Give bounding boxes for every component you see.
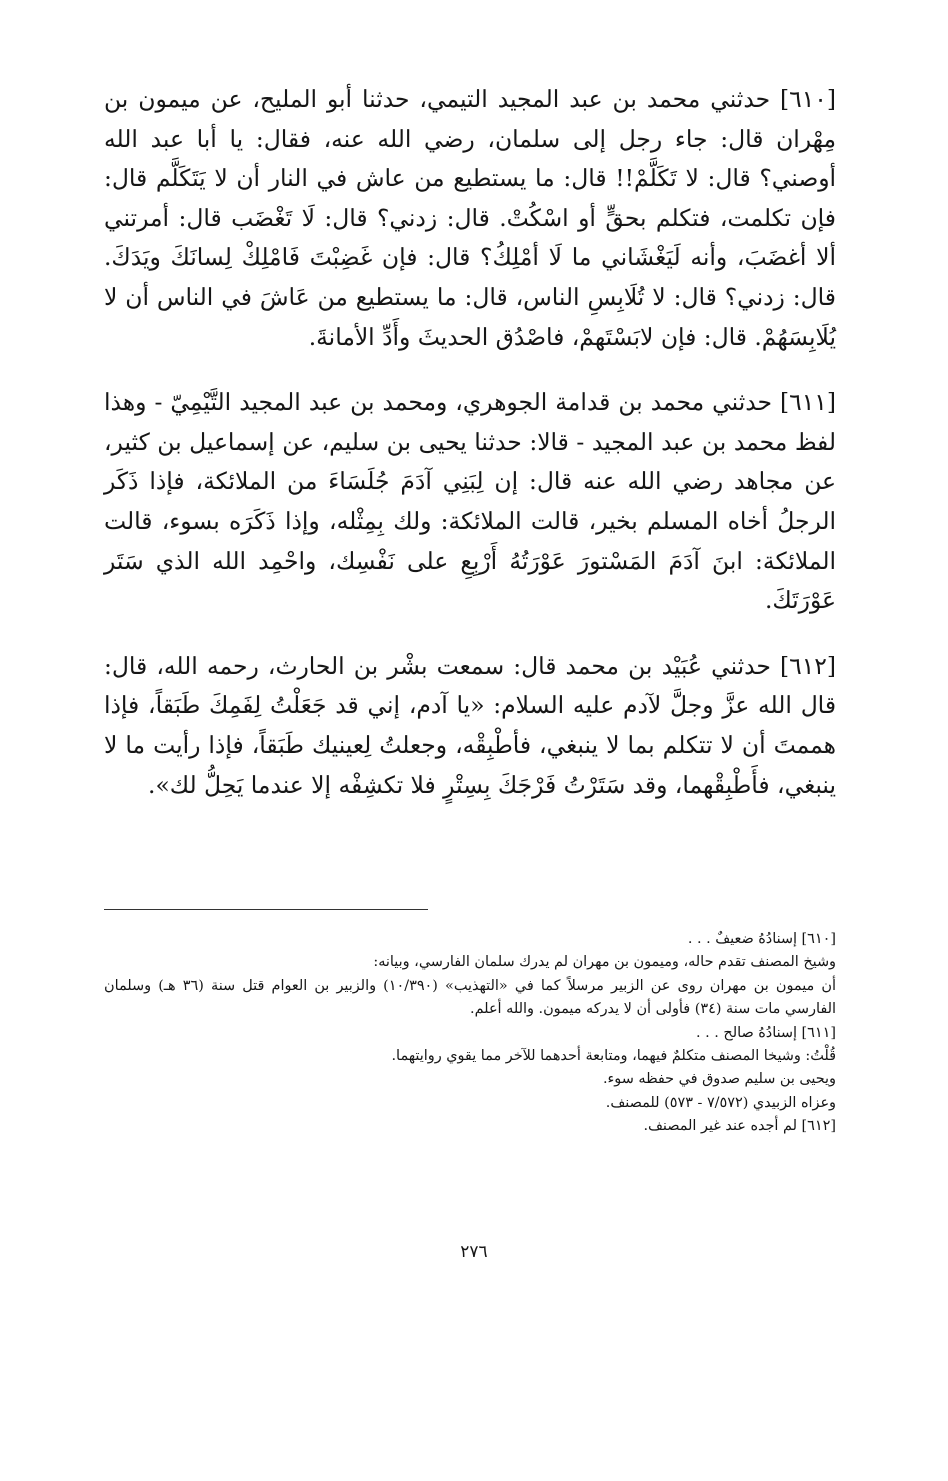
page-number: ٢٧٦ [460, 1242, 488, 1262]
footnote-line: ويحيى بن سليم صدوق في حفظه سوء. [602, 1071, 836, 1088]
hadith-entry-610: [٦١٠] حدثني محمد بن عبد المجيد التيمي، حدثنا أبو المليح، عن ميمون بن مِهْران قال: جاء رجل إلى سلمان، رضي الله عنه، فقال: يا أبا عبد الله أوصني؟ قال: لا تَكَلَّمْ!! قال: ما يستطيع من عاش في النار أن لا يَتَكَلَّم قال: فإن تكلمت، فتكلم بحقٍّ أو اسْكُتْ. قال: زدني؟ قال: لَا تَغْضَب قال: أمرتني ألا أغضَبَ، وأنه لَيَغْشَاني ما لَا أمْلِكُ؟ قال: فإن غَضِبْتَ فَامْلِكْ لِسانَكَ ويَدَكَ. قال: زدني؟ قال: لا تُلَابِسِ الناس، قال: ما يستطيع من عَاشَ في الناس أن لا يُلَابِسَهُمْ. قال: فإن لابَسْتَهمْ، فاصْدُق الحديثَ وأَدِّ الأمانةَ. [104, 85, 836, 351]
hadith-entry-612: [٦١٢] حدثني عُبَيْد بن محمد قال: سمعت بشْر بن الحارث، رحمه الله، قال: قال الله عزَّ وجلَّ لآدم عليه السلام: «يا آدم، إني قد جَعَلْتُ لِفَمِكَ طَبَقاً، فإذا هممتَ أن لا تتكلم بما لا ينبغي، فأطْبِقْه، وجعلتُ لِعينيك طَبَقاً، فإذا رأيت ما لا ينبغي، فأَطْبِقْهما، وقد سَتَرْتُ فَرْجَكَ بِسِتْرٍ فلا تكشِفْه إلا عندما يَحِلُّ لك». [104, 651, 836, 799]
footnote-line: [٦١٠] إسنادُهُ ضعيفٌ . . . [687, 931, 836, 947]
footnote-separator [104, 909, 428, 910]
footnote-line: وشيخ المصنف تقدم حاله، وميمون بن مهران لم يدرك سلمان الفارسي، وبيانه: [373, 954, 836, 971]
main-text [104, 80, 836, 805]
hadith-entry-611: [٦١١] حدثني محمد بن قدامة الجوهري، ومحمد بن عبد المجيد التَّيْمِيّ - وهذا لفظ محمد بن عبد المجيد - قالا: حدثنا يحيى بن سليم، عن إسماعيل بن كثير، عن مجاهد رضي الله عنه قال: إن لِبَنِي آدَمَ جُلَسَاءَ من الملائكة، فإذا ذَكَر الرجلُ أخاه المسلم بخير، قالت الملائكة: ولك بِمِثْله، وإذا ذَكَرَه بسوء، قالت الملائكة: ابنَ آدَمَ المَسْتورَ عَوْرَتُهُ أَرْبِعِ على نَفْسِك، واحْمِد الله الذي سَتَر عَوْرَتَكَ. [104, 388, 837, 615]
footnote-line: [٦١٢] لم أجده عند غير المصنف. [643, 1118, 836, 1135]
footnotes [104, 928, 836, 1139]
footnote-line: أن ميمون بن مهران روى عن الزبير مرسلاً كما في «التهذيب» (١٠/٣٩٠) والزبير بن العوام قتل سنة (٣٦ هـ) وسلمان الفارسي مات سنة (٣٤) فأولى أن لا يدركه ميمون. والله أعلم. [104, 977, 836, 1018]
footnote-line: [٦١١] إسنادُهُ صالح . . . [695, 1024, 836, 1041]
footnote-line: قُلْتُ: وشيخا المصنف متكلمٌ فيهما، ومتابعة أحدهما للآخر مما يقوي روايتهما. [391, 1048, 836, 1065]
footnote-line: وعزاه الزبيدي (٧/٥٧٢ - ٥٧٣) للمصنف. [605, 1094, 836, 1111]
